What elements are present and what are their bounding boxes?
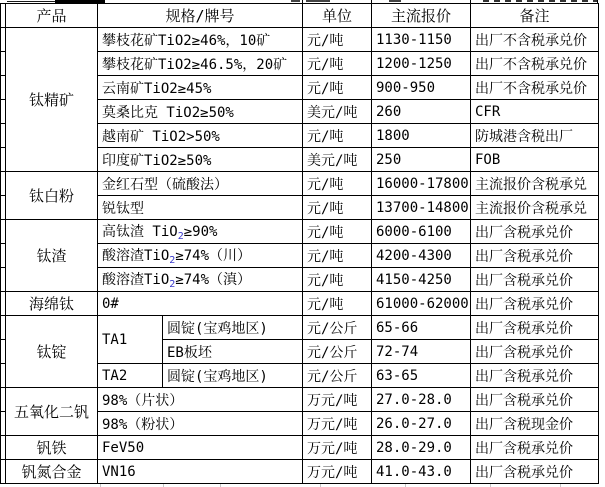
note-cell: 主流报价含税承兑 <box>471 196 599 220</box>
unit-cell: 元/吨 <box>303 28 372 52</box>
col-header-unit: 单位 <box>303 4 372 28</box>
price-cell: 4200-4300 <box>372 244 471 268</box>
spec-text: ≥74%（川） <box>175 248 252 264</box>
price-cell: 13700-14800 <box>372 196 471 220</box>
form-cell: 圆锭(宝鸡地区) <box>163 364 303 388</box>
clipped-left-cell <box>1 364 6 388</box>
grade-cell: TA1 <box>98 316 163 364</box>
product-cell: 钛锭 <box>6 316 98 388</box>
unit-cell: 元/公斤 <box>303 364 372 388</box>
unit-cell: 元/吨 <box>303 52 372 76</box>
price-cell: 65-66 <box>372 316 471 340</box>
price-cell: 1130-1150 <box>372 28 471 52</box>
price-cell: 27.0-28.0 <box>372 388 471 412</box>
note-cell: 防城港含税出厂 <box>471 124 599 148</box>
product-cell: 海绵钛 <box>6 292 98 316</box>
note-cell: 出厂含税承兑价 <box>471 364 599 388</box>
note-cell: 出厂含税承兑价 <box>471 460 599 484</box>
product-cell: 五氧化二钒 <box>6 388 98 436</box>
unit-cell: 元/吨 <box>303 220 372 244</box>
note-cell: 出厂含税承兑价 <box>471 316 599 340</box>
clipped-left-cell <box>1 76 6 100</box>
price-cell: 16000-17800 <box>372 172 471 196</box>
clipped-left-cell <box>1 340 6 364</box>
unit-cell: 美元/吨 <box>303 100 372 124</box>
table-row <box>1 316 599 340</box>
price-cell: 260 <box>372 100 471 124</box>
header-row <box>1 4 599 28</box>
text-remnant <box>389 0 401 2</box>
note-cell: 出厂含税承兑价 <box>471 220 599 244</box>
table-row <box>1 436 599 460</box>
clipped-left-cell <box>1 124 6 148</box>
price-cell: 4150-4250 <box>372 268 471 292</box>
col-header-spec: 规格/牌号 <box>98 4 303 28</box>
col-header-price: 主流报价 <box>372 4 471 28</box>
text-remnant <box>7 1 55 2</box>
spec-text: 酸溶渣TiO <box>102 248 170 264</box>
spec-text: 酸溶渣TiO <box>102 272 170 288</box>
text-remnant <box>483 0 598 2</box>
price-cell: 26.0-27.0 <box>372 412 471 436</box>
note-cell: 出厂含税承兑价 <box>471 436 599 460</box>
price-cell: 63-65 <box>372 364 471 388</box>
col-header-product: 产品 <box>6 4 98 28</box>
price-cell: 61000-62000 <box>372 292 471 316</box>
col-header-note: 备注 <box>471 4 599 28</box>
spec-cell: 98%（粉状） <box>98 412 303 436</box>
spec-cell: 攀枝花矿TiO2≥46.5%，20矿 <box>98 52 303 76</box>
subscript-2: 2 <box>169 279 176 290</box>
spec-cell: 印度矿TiO2≥50% <box>98 148 303 172</box>
spec-text: 高钛渣 TiO <box>102 224 178 240</box>
table-row <box>1 28 599 52</box>
price-table <box>0 3 599 484</box>
spec-cell <box>98 268 303 292</box>
product-cell: 钒铁 <box>6 436 98 460</box>
note-cell: FOB <box>471 148 599 172</box>
clipped-left-cell <box>1 100 6 124</box>
text-remnant <box>306 0 330 2</box>
table-row <box>1 220 599 244</box>
unit-cell: 元/吨 <box>303 292 372 316</box>
unit-cell: 万元/吨 <box>303 412 372 436</box>
unit-cell: 万元/吨 <box>303 388 372 412</box>
unit-cell: 元/公斤 <box>303 316 372 340</box>
spec-cell: 98%（片状） <box>98 388 303 412</box>
price-cell: 250 <box>372 148 471 172</box>
clipped-left-cell <box>1 52 6 76</box>
spec-cell: 金红石型（硫酸法） <box>98 172 303 196</box>
table-row <box>1 388 599 412</box>
clipped-left-cell <box>1 148 6 172</box>
unit-cell: 元/公斤 <box>303 340 372 364</box>
price-cell: 28.0-29.0 <box>372 436 471 460</box>
note-cell: 出厂含税承兑价 <box>471 340 599 364</box>
product-cell: 钛渣 <box>6 220 98 292</box>
spec-cell: 越南矿 TiO2>50% <box>98 124 303 148</box>
note-cell: 出厂含税承兑价 <box>471 292 599 316</box>
note-cell: 出厂含税承兑价 <box>471 268 599 292</box>
note-cell: 出厂含税承兑价 <box>471 244 599 268</box>
spec-cell: 0# <box>98 292 303 316</box>
product-cell: 钒氮合金 <box>6 460 98 484</box>
unit-cell: 元/吨 <box>303 124 372 148</box>
spec-cell <box>98 244 303 268</box>
product-cell: 钛精矿 <box>6 28 98 172</box>
unit-cell: 元/吨 <box>303 244 372 268</box>
note-cell: 出厂含税现金价 <box>471 412 599 436</box>
note-cell: 出厂不含税承兑价 <box>471 28 599 52</box>
grade-cell: TA2 <box>98 364 163 388</box>
note-cell: 主流报价含税承兑 <box>471 172 599 196</box>
form-cell: 圆锭(宝鸡地区) <box>163 316 303 340</box>
unit-cell: 元/吨 <box>303 196 372 220</box>
spec-cell: FeV50 <box>98 436 303 460</box>
spec-cell: 莫桑比克 TiO2≥50% <box>98 100 303 124</box>
spec-cell: 云南矿TiO2≥45% <box>98 76 303 100</box>
clipped-left-cell <box>1 244 6 268</box>
table-row <box>1 172 599 196</box>
text-remnant <box>291 0 300 2</box>
unit-cell: 元/吨 <box>303 76 372 100</box>
unit-cell: 元/吨 <box>303 172 372 196</box>
spec-cell: 锐钛型 <box>98 196 303 220</box>
price-cell: 1800 <box>372 124 471 148</box>
spec-text: ≥90% <box>183 224 218 240</box>
spec-cell <box>98 220 303 244</box>
note-cell: 出厂不含税承兑价 <box>471 76 599 100</box>
price-cell: 6000-6100 <box>372 220 471 244</box>
unit-cell: 万元/吨 <box>303 436 372 460</box>
note-cell: CFR <box>471 100 599 124</box>
subscript-2: 2 <box>177 231 184 242</box>
table-row <box>1 460 599 484</box>
price-cell: 41.0-43.0 <box>372 460 471 484</box>
unit-cell: 美元/吨 <box>303 148 372 172</box>
unit-cell: 万元/吨 <box>303 460 372 484</box>
subscript-2: 2 <box>169 255 176 266</box>
note-cell: 出厂含税承兑价 <box>471 388 599 412</box>
spec-text: ≥74%（滇） <box>175 272 252 288</box>
clipped-left-cell <box>1 268 6 292</box>
form-cell: EB板坯 <box>163 340 303 364</box>
unit-cell: 元/吨 <box>303 268 372 292</box>
price-cell: 900-950 <box>372 76 471 100</box>
clipped-left-cell <box>1 412 6 436</box>
clipped-left-cell <box>1 196 6 220</box>
price-cell: 72-74 <box>372 340 471 364</box>
note-cell: 出厂不含税承兑价 <box>471 52 599 76</box>
table-row <box>1 292 599 316</box>
spec-cell: VN16 <box>98 460 303 484</box>
product-cell: 钛白粉 <box>6 172 98 220</box>
price-cell: 1200-1250 <box>372 52 471 76</box>
spec-cell: 攀枝花矿TiO2≥46%，10矿 <box>98 28 303 52</box>
